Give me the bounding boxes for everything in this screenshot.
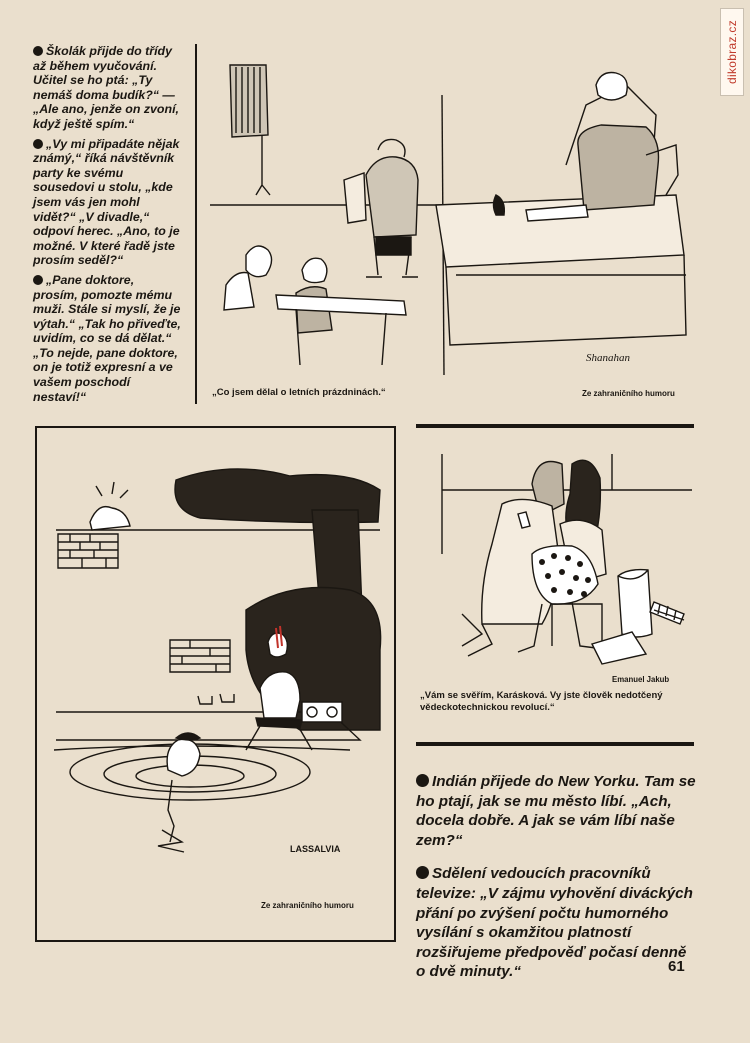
cartoon-caption: „Co jsem dělal o letních prázdninách.“ [212, 387, 386, 398]
classroom-cartoon [206, 45, 702, 390]
cartoon-author: Emanuel Jakub [612, 675, 670, 684]
cartoon-caption: „Vám se svěřím, Karásková. Vy jste člověk nedotčený vědeckotechnickou revolucí.“ [420, 690, 663, 713]
bullet-icon [33, 139, 43, 149]
joke-item: Sdělení vedoucích pracovníků televize: „V zájmu vyhovění diváckých přání po zvýšení počtu humorného vysílání s okamžitou platností rozšiřujeme předpověď počasí denně o dvě minuty.“ [416, 865, 693, 981]
cartoon-signature: LASSALVIA [290, 844, 341, 854]
joke-item: Školák přijde do třídy až během vyučování. Učitel se ho ptá: „Ty nemáš doma budík?“ — „Ale ano, jenže on zvoní, když ještě spím.“ [33, 44, 179, 131]
cleaner-cartoon [422, 434, 696, 674]
joke-item: „Vy mi připadáte nějak známý,“ říká návštěvník party ke svému sousedovi u stolu, „kde jsem vás jen mohl vidět?“ „V divadle,“ odpoví herec. „Ano, to je možné. V které řadě jste prosím seděl?“ [33, 136, 180, 268]
watermark-badge[interactable] [720, 8, 744, 96]
joke-item: Indián přijede do New Yorku. Tam se ho ptají, jak se mu město líbí. „Ach, docela dobře. A jak se vám líbí naše zem?“ [416, 773, 696, 849]
right-jokes-column [416, 772, 699, 996]
bullet-icon [416, 774, 429, 787]
pool-cartoon [50, 450, 390, 870]
divider-bottom-right [416, 742, 694, 746]
cartoon-signature: Shanahan [586, 352, 630, 364]
joke-item: „Pane doktore, prosím, pomozte mému muži. Stále si myslí, že je výtah.“ „Tak ho přiveďte, uvidím, co se dá dělat.“ „To nejde, pane doktore, on je totiž expresní a ve vašem poschodí nestaví!“ [33, 272, 181, 404]
left-jokes-column [33, 44, 181, 409]
watermark-text[interactable]: dikobraz.cz [725, 20, 739, 84]
column-divider [195, 44, 197, 404]
bullet-icon [33, 46, 43, 56]
page-number: 61 [668, 958, 685, 975]
bullet-icon [33, 275, 43, 285]
cartoon-source: Ze zahraničního humoru [261, 901, 354, 910]
cartoon-source: Ze zahraničního humoru [582, 389, 675, 398]
divider-top-right [416, 424, 694, 428]
bullet-icon [416, 866, 429, 879]
